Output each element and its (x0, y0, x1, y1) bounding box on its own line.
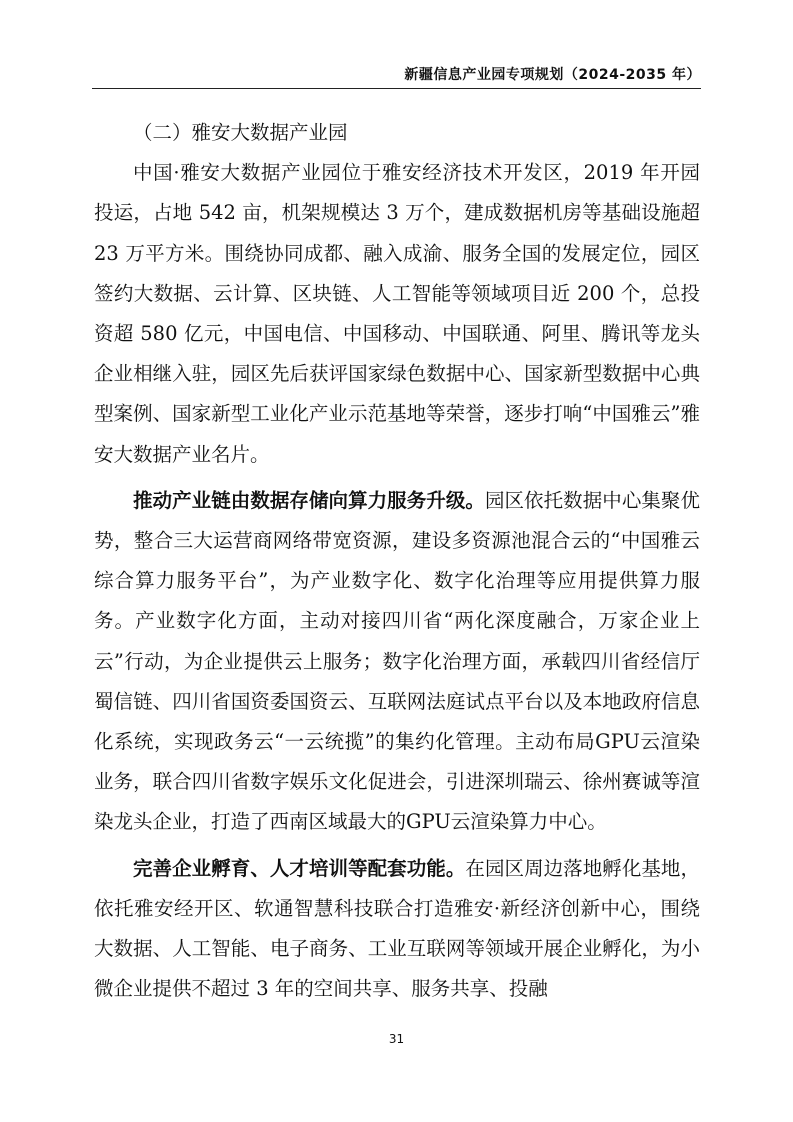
paragraph-incubation (94, 849, 700, 1010)
paragraph-text: 园区依托数据中心集聚优势，整合三大运营商网络带宽资源，建设多资源池混合云的“中国雅云综合算力服务平台”，为产业数字化、数字化治理等应用提供算力服务。产业数字化方面，主动对接四川省“两化深度融合，万家企业上云”行动，为企业提供云上服务；数字化治理方面，承载四川省经信厅蜀信链、四川省国资委国资云、互联网法庭试点平台以及本地政府信息化系统，实现政务云“一云统揽”的集约化管理。主动布局GPU云渲染业务，联合四川省数字娱乐文化促进会，引进深圳瑞云、徐州赛诚等渲染龙头企业，打造了西南区域最大的GPU云渲染算力中心。 (94, 488, 700, 834)
page-content (94, 113, 700, 1009)
paragraph-text: 在园区周边落地孵化基地，依托雅安经开区、软通智慧科技联合打造雅安·新经济创新中心，围绕大数据、人工智能、电子商务、工业互联网等领域开展企业孵化，为小微企业提供不超过 3 年的空间共享、服务共享、投融 (94, 856, 700, 1001)
paragraph-computing-upgrade (94, 481, 700, 843)
page-number: 31 (388, 1032, 405, 1046)
header-title: 新疆信息产业园专项规划（2024-2035 年） (404, 67, 701, 83)
paragraph-lead: 完善企业孵育、人才培训等配套功能。 (133, 856, 466, 880)
section-title: （二）雅安大数据产业园 (133, 121, 348, 144)
paragraph-text: 中国·雅安大数据产业园位于雅安经济技术开发区，2019 年开园投运，占地 542 亩，机架规模达 3 万个，建成数据机房等基础设施超 23 万平方米。围绕协同成都、融入成渝、服务全国的发展定位，园区签约大数据、云计算、区块链、人工智能等领域项目近 200 个，总投资超 580 亿元，中国电信、中国移动、中国联通、阿里、腾讯等龙头企业相继入驻，园区先后获评国家绿色数据中心、国家新型数据中心典型案例、国家新型工业化产业示范基地等荣誉，逐步打响“中国雅云”雅安大数据产业名片。 (94, 161, 700, 466)
paragraph-overview (94, 153, 700, 475)
page-header (92, 62, 701, 89)
paragraph-lead: 推动产业链由数据存储向算力服务升级。 (133, 488, 485, 512)
